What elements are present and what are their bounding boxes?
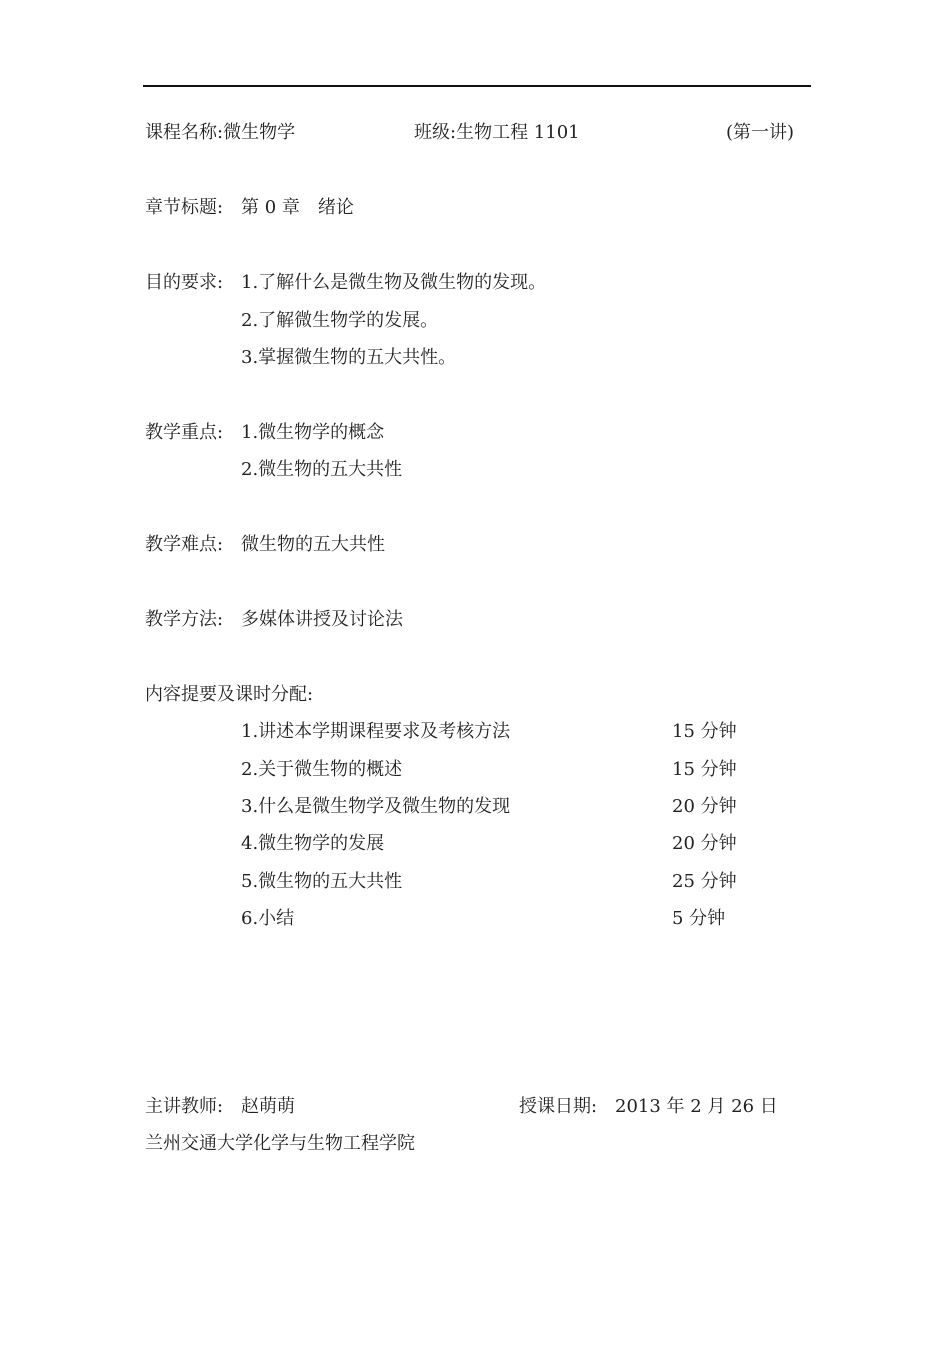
method-label: 教学方法: xyxy=(145,609,224,630)
course-name xyxy=(145,124,295,142)
class-value: 生物工程 1101 xyxy=(456,122,580,143)
key-point-item: 1.微生物学的概念 xyxy=(241,422,385,443)
content-item-text: 5.微生物的五大共性 xyxy=(241,871,403,892)
teacher-value: 赵萌萌 xyxy=(241,1096,295,1117)
teacher-label: 主讲教师: xyxy=(145,1096,224,1117)
objective-item: 3.掌握微生物的五大共性。 xyxy=(241,347,457,368)
content-item-text: 2.关于微生物的概述 xyxy=(241,759,403,780)
class-name xyxy=(414,124,580,142)
objective-item: 1.了解什么是微生物及微生物的发现。 xyxy=(241,272,547,293)
header-rule xyxy=(143,85,811,87)
chapter-value: 第 0 章 绪论 xyxy=(241,197,354,218)
content-item-time: 25 分钟 xyxy=(672,871,737,892)
content-item-time: 20 分钟 xyxy=(672,833,737,854)
course-label: 课程名称: xyxy=(145,122,224,143)
content-item-text: 6.小结 xyxy=(241,908,295,929)
content-item-text: 3.什么是微生物学及微生物的发现 xyxy=(241,796,511,817)
date-value: 2013 年 2 月 26 日 xyxy=(615,1096,778,1117)
course-value: 微生物学 xyxy=(223,122,296,143)
content-item-time: 20 分钟 xyxy=(672,796,737,817)
institution: 兰州交通大学化学与生物工程学院 xyxy=(145,1133,415,1154)
chapter-label: 章节标题: xyxy=(145,197,224,218)
objective-item: 2.了解微生物学的发展。 xyxy=(241,310,439,331)
class-label: 班级: xyxy=(414,122,457,143)
content-item-text: 4.微生物学的发展 xyxy=(241,833,385,854)
key-points-label: 教学重点: xyxy=(145,422,224,443)
content-item-time: 15 分钟 xyxy=(672,721,737,742)
key-point-item: 2.微生物的五大共性 xyxy=(241,459,403,480)
difficulty-label: 教学难点: xyxy=(145,534,224,555)
date-label: 授课日期: xyxy=(519,1096,598,1117)
method-value: 多媒体讲授及讨论法 xyxy=(241,609,403,630)
objectives-label: 目的要求: xyxy=(145,272,224,293)
content-label: 内容提要及课时分配: xyxy=(145,684,314,705)
content-item-time: 15 分钟 xyxy=(672,759,737,780)
difficulty-value: 微生物的五大共性 xyxy=(241,534,385,555)
content-item-time: 5 分钟 xyxy=(672,908,726,929)
lecture-number: (第一讲) xyxy=(726,122,795,143)
content-item-text: 1.讲述本学期课程要求及考核方法 xyxy=(241,721,511,742)
